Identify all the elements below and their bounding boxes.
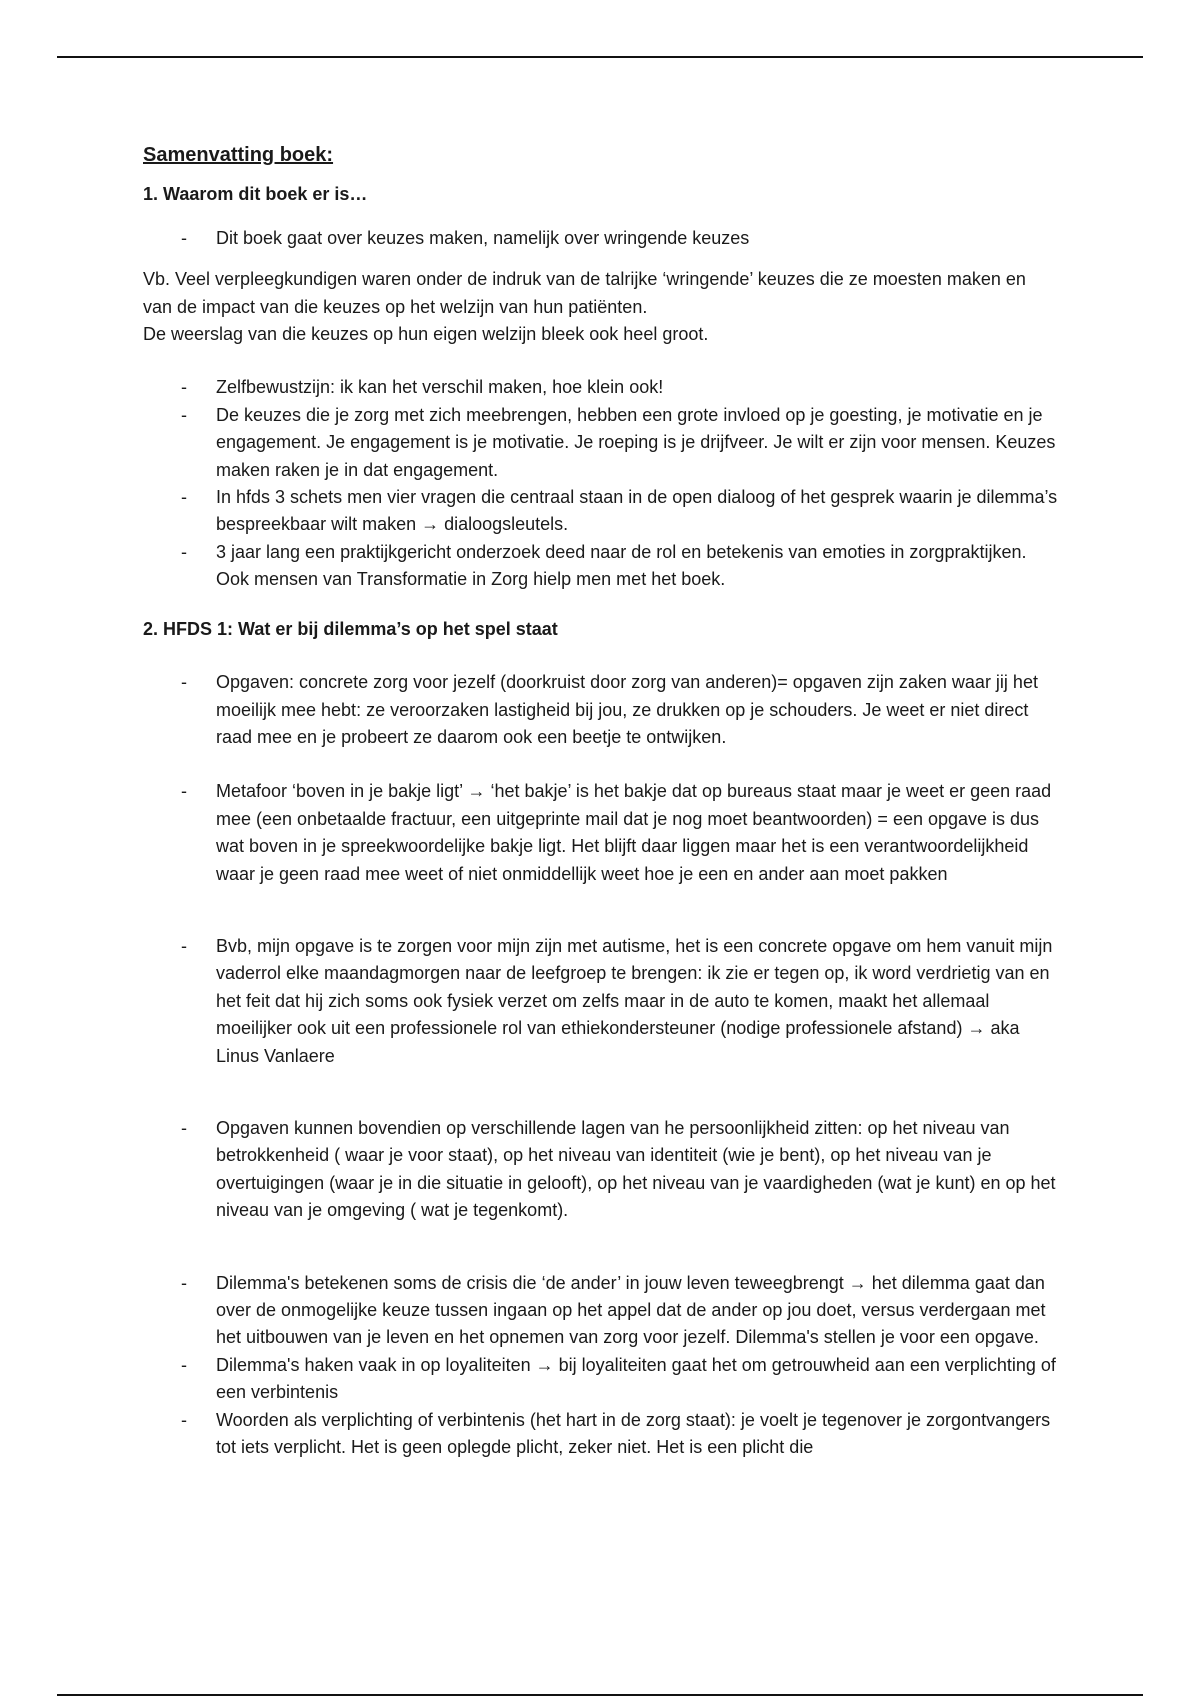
list-item: - Dilemma's haken vaak in op loyaliteiten → bij loyaliteiten gaat het om getrouwheid aan een verplichting of een verbintenis bbox=[143, 1352, 1058, 1407]
list-item: - Opgaven: concrete zorg voor jezelf (doorkruist door zorg van anderen)= opgaven zijn zaken waar jij het moeilijk mee hebt: ze veroorzaken lastigheid bij jou, ze drukken op je schouders. Je weet er niet direct raad mee en je probeert ze daarom ook een beetje te ontwijken. bbox=[143, 669, 1058, 751]
footer-rule bbox=[57, 1694, 1143, 1696]
bullet-list bbox=[143, 669, 1058, 1461]
paragraph bbox=[143, 266, 1058, 348]
list-item: - 3 jaar lang een praktijkgericht onderzoek deed naar de rol en betekenis van emoties in zorgpraktijken. Ook mensen van Transformatie in Zorg hielp men met het boek. bbox=[143, 539, 1058, 594]
list-item: - Bvb, mijn opgave is te zorgen voor mijn zijn met autisme, het is een concrete opgave om hem vanuit mijn vaderrol elke maandagmorgen naar de leefgroep te brengen: ik zie er tegen op, ik word verdrietig van en het feit dat hij zich soms ook fysiek verzet om zelfs maar in de auto te komen, maakt het allemaal moeilijker ook uit een professionele rol van ethiekondersteuner (nodige professionele afstand) → aka Linus Vanlaere bbox=[143, 933, 1058, 1070]
header-rule bbox=[57, 56, 1143, 58]
bullet-list bbox=[143, 225, 1058, 252]
list-item: - Metafoor ‘boven in je bakje ligt’ → ‘het bakje’ is het bakje dat op bureaus staat maar je weet er geen raad mee (een onbetaalde fractuur, een uitgeprinte mail dat je nog moet beantwoorden) = een opgave is dus wat boven in je spreekwoordelijke bakje ligt. Het blijft daar liggen maar het is een verantwoordelijkheid waar je geen raad mee weet of niet onmiddellijk weet hoe je een en ander aan moet pakken bbox=[143, 778, 1058, 888]
document-page bbox=[143, 142, 1058, 1461]
bullet-list bbox=[143, 374, 1058, 593]
paragraph-line: Vb. Veel verpleegkundigen waren onder de indruk van de talrijke ‘wringende’ keuzes die ze moesten maken en van de impact van die keuzes op het welzijn van hun patiënten. bbox=[143, 269, 1026, 317]
list-item: - Dilemma's betekenen soms de crisis die ‘de ander’ in jouw leven teweegbrengt → het dilemma gaat dan over de onmogelijke keuze tussen ingaan op het appel dat de ander op jou doet, versus verdergaan met het uitbouwen van je leven en het opnemen van zorg voor jezelf. Dilemma's stellen je voor een opgave. bbox=[143, 1270, 1058, 1352]
section-heading: 1. Waarom dit boek er is… bbox=[143, 184, 368, 205]
list-item: - Opgaven kunnen bovendien op verschillende lagen van he persoonlijkheid zitten: op het niveau van betrokkenheid ( waar je voor staat), op het niveau van identiteit (wie je bent), op het niveau van je overtuigingen (waar je in die situatie in gelooft), op het niveau van je vaardigheden (wat je kunt) en op het niveau van je omgeving ( wat je tegenkomt). bbox=[143, 1115, 1058, 1225]
document-title: Samenvatting boek: bbox=[143, 144, 334, 166]
paragraph-line: De weerslag van die keuzes op hun eigen welzijn bleek ook heel groot. bbox=[143, 324, 709, 345]
list-item: - De keuzes die je zorg met zich meebrengen, hebben een grote invloed op je goesting, je motivatie en je engagement. Je engagement is je motivatie. Je roeping is je drijfveer. Je wilt er zijn voor mensen. Keuzes maken raken je in dat engagement. bbox=[143, 402, 1058, 484]
list-item: - Woorden als verplichting of verbintenis (het hart in de zorg staat): je voelt je tegenover je zorgontvangers tot iets verplicht. Het is geen oplegde plicht, zeker niet. Het is een plicht die bbox=[143, 1407, 1058, 1462]
list-item: - Zelfbewustzijn: ik kan het verschil maken, hoe klein ook! bbox=[143, 374, 1058, 401]
list-item: - Dit boek gaat over keuzes maken, namelijk over wringende keuzes bbox=[143, 225, 1058, 252]
section-heading: 2. HFDS 1: Wat er bij dilemma’s op het spel staat bbox=[143, 618, 558, 639]
list-item: - In hfds 3 schets men vier vragen die centraal staan in de open dialoog of het gesprek waarin je dilemma’s bespreekbaar wilt maken → dialoogsleutels. bbox=[143, 484, 1058, 539]
